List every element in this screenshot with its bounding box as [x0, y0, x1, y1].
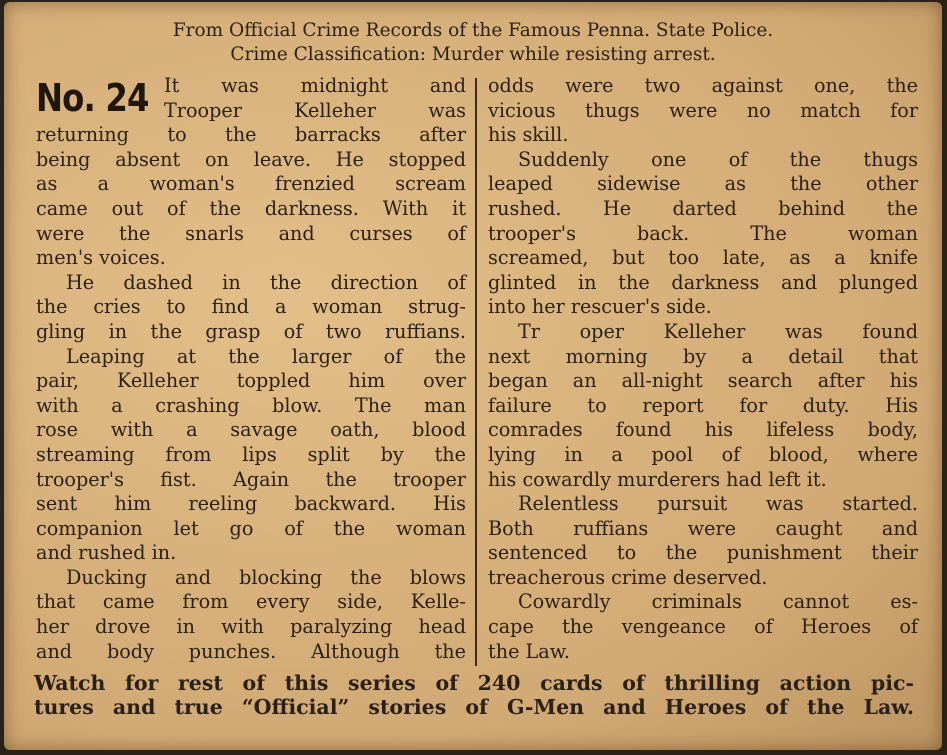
- story-line: rose with a savage oath, blood: [36, 418, 466, 442]
- footer-promo-line-1: Watch for rest of this series of 240 cards of thrilling action pic-: [34, 671, 914, 695]
- story-line: and rushed in.: [36, 541, 177, 565]
- column-divider: [475, 78, 477, 666]
- story-line: into her rescuer's side.: [488, 295, 712, 319]
- story-line: his cowardly murderers had left it.: [488, 467, 827, 491]
- story-line: that came from every side, Kelle-: [36, 590, 466, 614]
- story-line: rushed. He darted behind the: [488, 196, 918, 220]
- story-line: with a crashing blow. The man: [36, 393, 466, 417]
- story-line: being absent on leave. He stopped: [36, 147, 466, 171]
- story-line: the Law.: [488, 639, 570, 663]
- story-line: her drove in with paralyzing head: [36, 615, 466, 639]
- story-line: Ducking and blocking the blows: [66, 565, 466, 589]
- story-line: and body punches. Although the: [36, 639, 466, 663]
- story-line: sentenced to the punishment their: [488, 541, 918, 565]
- header-classification: Crime Classification: Murder while resisting arrest.: [230, 44, 716, 65]
- story-line: men's voices.: [36, 246, 166, 270]
- story-line: cape the vengeance of Heroes of: [488, 615, 918, 639]
- story-line: trooper's fist. Again the trooper: [36, 467, 466, 491]
- story-line: came out of the darkness. With it: [36, 196, 466, 220]
- story-line: vicious thugs were no match for: [488, 98, 918, 122]
- card-number: No. 24: [36, 76, 149, 120]
- story-line: Cowardly criminals cannot es-: [518, 590, 918, 614]
- trading-card: [4, 2, 942, 750]
- story-line: as a woman's frenzied scream: [36, 172, 466, 196]
- story-line: his skill.: [488, 123, 569, 147]
- story-line: Trooper Kelleher was: [164, 98, 466, 122]
- story-line: gling in the grasp of two ruffians.: [36, 319, 466, 343]
- story-line: glinted in the darkness and plunged: [488, 270, 918, 294]
- story-line: trooper's back. The woman: [488, 221, 918, 245]
- story-line: treacherous crime deserved.: [488, 565, 768, 589]
- story-line: Leaping at the larger of the: [66, 344, 466, 368]
- story-line: It was midnight and: [164, 74, 466, 97]
- story-line: failure to report for duty. His: [488, 393, 918, 417]
- story-line: He dashed in the direction of: [66, 270, 466, 294]
- story-line: Both ruffians were caught and: [488, 516, 918, 540]
- story-line: Suddenly one of the thugs: [518, 147, 918, 171]
- story-line: returning to the barracks after: [36, 123, 466, 147]
- story-line: Tr oper Kelleher was found: [518, 319, 918, 343]
- header-source: From Official Crime Records of the Famous Penna. State Police.: [172, 20, 774, 41]
- story-line: odds were two against one, the: [488, 74, 918, 97]
- story-line: lying in a pool of blood, where: [488, 442, 918, 466]
- footer-promo-line-2: tures and true “Official” stories of G-Men and Heroes of the Law.: [34, 695, 914, 719]
- story-line: the cries to find a woman strug-: [36, 295, 466, 319]
- story-right-column: [488, 74, 918, 664]
- story-line: companion let go of the woman: [36, 516, 466, 540]
- story-left-column: [36, 74, 466, 664]
- story-line: streaming from lips split by the: [36, 442, 466, 466]
- story-line: screamed, but too late, as a knife: [488, 246, 918, 270]
- story-line: began an all-night search after his: [488, 369, 918, 393]
- story-line: comrades found his lifeless body,: [488, 418, 918, 442]
- story-line: Relentless pursuit was started.: [518, 492, 918, 516]
- story-line: leaped sidewise as the other: [488, 172, 918, 196]
- story-line: pair, Kelleher toppled him over: [36, 369, 466, 393]
- story-line: sent him reeling backward. His: [36, 492, 466, 516]
- story-line: were the snarls and curses of: [36, 221, 466, 245]
- story-line: next morning by a detail that: [488, 344, 918, 368]
